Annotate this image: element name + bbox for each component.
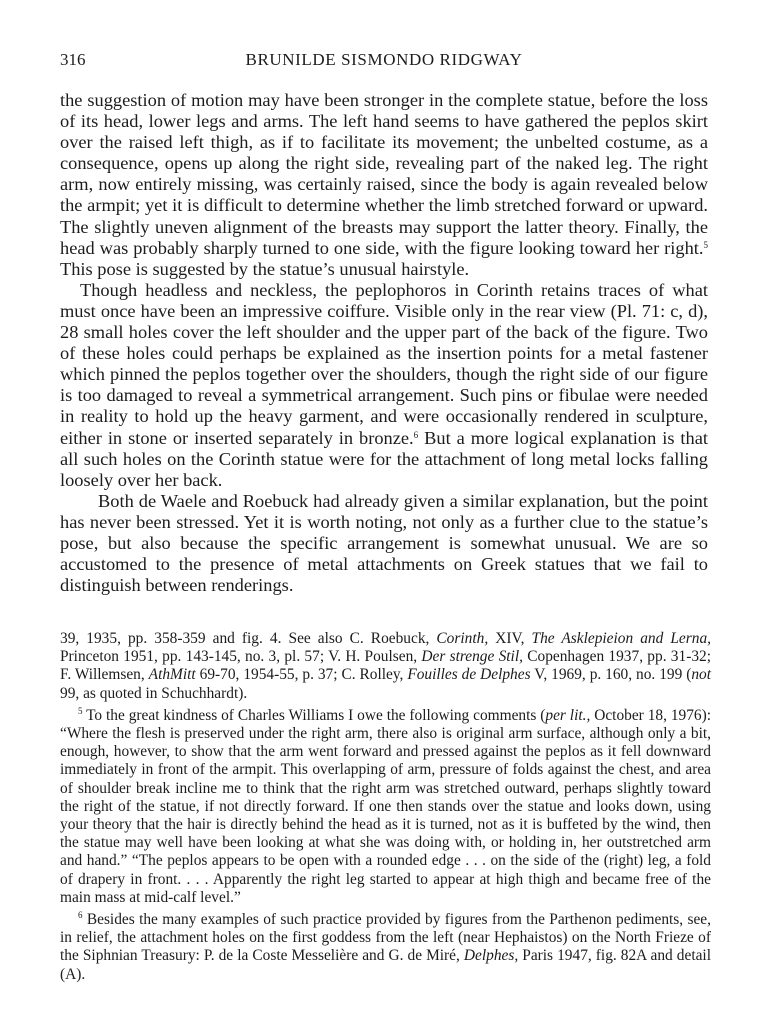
- running-head: BRUNILDE SISMONDO RIDGWAY: [245, 50, 523, 69]
- paragraph-2: [60, 280, 708, 491]
- fn-italic: The Asklepieion and Lerna,: [531, 630, 711, 647]
- footnote-ref-6: 6: [413, 429, 419, 440]
- paragraph-1-text: the suggestion of motion may have been stronger in the complete statue, before the loss of its head, lower legs and arms. The left hand seems to have gathered the peplos skirt over the raised left thigh, as if to facilitate its movement; the unbelted costume, as a consequence, opens up along the right side, revealing part of the naked leg. The right arm, now entirely missing, was certainly raised, since the body is again revealed below the armpit; yet it is difficult to determine whether the limb stretched forward or upward. The slightly uneven alignment of the breasts may support the latter theory. Finally, the head was probably sharply turned to one side, with the figure looking toward her right.: [60, 90, 708, 258]
- fn-text: Copenhagen 1937, pp. 31-32; F. Willemsen,: [60, 648, 711, 684]
- page-number: 316: [60, 50, 86, 69]
- fn-text: October 18, 1976): “Where the flesh is preserved under the right arm, there also is original arm surface, although only a bit, enough, however, to show that the arm went forward and pressed against the peplos as it fell downward immediately in front of the armpit. This overlapping of arm, pressure of folds against the chest, and area of shoulder break incline me to think that the right arm was stretched outward, perhaps slightly toward the right of the statue, if not directly forward. If one then stands over the statue and looks down, using your theory that the hair is directly behind the head as it is turned, not as it is buffeted by the wind, then the statue may well have been looking at what she was doing with, or holding in, her outstretched arm and hand.” “The peplos appears to be open with a rounded edge . . . on the side of the (right) leg, a fold of drapery in front. . . . Apparently the right leg started to appear at high thigh and became free of the main mass at mid-calf level.”: [60, 706, 712, 906]
- paragraph-3: Both de Waele and Roebuck had already given a similar explanation, but the point has never been stressed. Yet it is worth noting, not only as a further clue to the statue’s pose, but also because the specific arrangement is somewhat unusual. We are so accustomed to the presence of metal attachments on Greek statues that we fail to distinguish between renderings.: [60, 490, 708, 596]
- fn-italic: Fouilles de Delphes: [407, 666, 531, 684]
- paragraph-1: [60, 90, 708, 280]
- fn-text: 39, 1935, pp. 358-359 and fig. 4. See also C. Roebuck,: [60, 630, 437, 647]
- fn-text: To the great kindness of Charles Williams I owe the following comments (: [82, 706, 546, 724]
- footnote-number-5: 5: [78, 705, 83, 716]
- paragraph-2-text: Though headless and neckless, the peplophoros in Corinth retains traces of what must once have been an impressive coiffure. Visible only in the rear view (Pl. 71: c, d), 28 small holes cover the left shoulder and the upper part of the back of the figure. Two of these holes could perhaps be explained as the insertion points for a metal fastener which pinned the peplos together over the shoulders, though the right side of our figure is too damaged to reveal a symmetrical arrangement. Such pins or fibulae were needed in reality to hold up the heavy garment, and were occasionally rendered in sculpture, either in stone or inserted separately in bronze.: [60, 279, 708, 448]
- fn-italic: per lit.,: [545, 706, 591, 724]
- fn-text: Besides the many examples of such practice provided by figures from the Parthenon pediments, see, in relief, the attachment holes on the first goddess from the left (near Hephaistos) on the North Frieze of the Siphnian Treasury: P. de la Coste Messelière and G. de Miré,: [60, 911, 711, 965]
- fn-italic: not: [691, 666, 712, 684]
- footnote-6: [60, 911, 711, 984]
- fn-text: 99, as quoted in Schuchhardt).: [60, 684, 248, 702]
- paragraph-1-end: This pose is suggested by the statue’s unusual hairstyle.: [60, 258, 470, 279]
- fn-text: XIV,: [488, 630, 532, 647]
- page-header: [60, 50, 708, 74]
- paragraph-2-end: But a more logical explanation is that all such holes on the Corinth statue were for the attachment of long metal locks falling loosely over her back.: [60, 427, 709, 490]
- footnotes: [60, 630, 711, 984]
- footnote-5: [60, 707, 711, 907]
- footnote-ref-5: 5: [703, 239, 708, 250]
- main-text: [60, 90, 708, 596]
- fn-italic: Corinth,: [436, 630, 489, 647]
- footnote-continuation: [60, 630, 711, 703]
- fn-text: 69-70, 1954-55, p. 37; C. Rolley,: [195, 666, 408, 684]
- fn-italic: Delphes,: [463, 947, 519, 965]
- fn-italic: Der strenge Stil,: [421, 648, 523, 666]
- fn-text: Princeton 1951, pp. 143-145, no. 3, pl. 57; V. H. Poulsen,: [60, 648, 422, 666]
- fn-text: V, 1969, p. 160, no. 199 (: [530, 666, 692, 684]
- footnote-number-6: 6: [78, 910, 83, 921]
- fn-text: Paris 1947, fig. 82A and detail (A).: [60, 947, 711, 983]
- fn-italic: AthMitt: [148, 666, 196, 684]
